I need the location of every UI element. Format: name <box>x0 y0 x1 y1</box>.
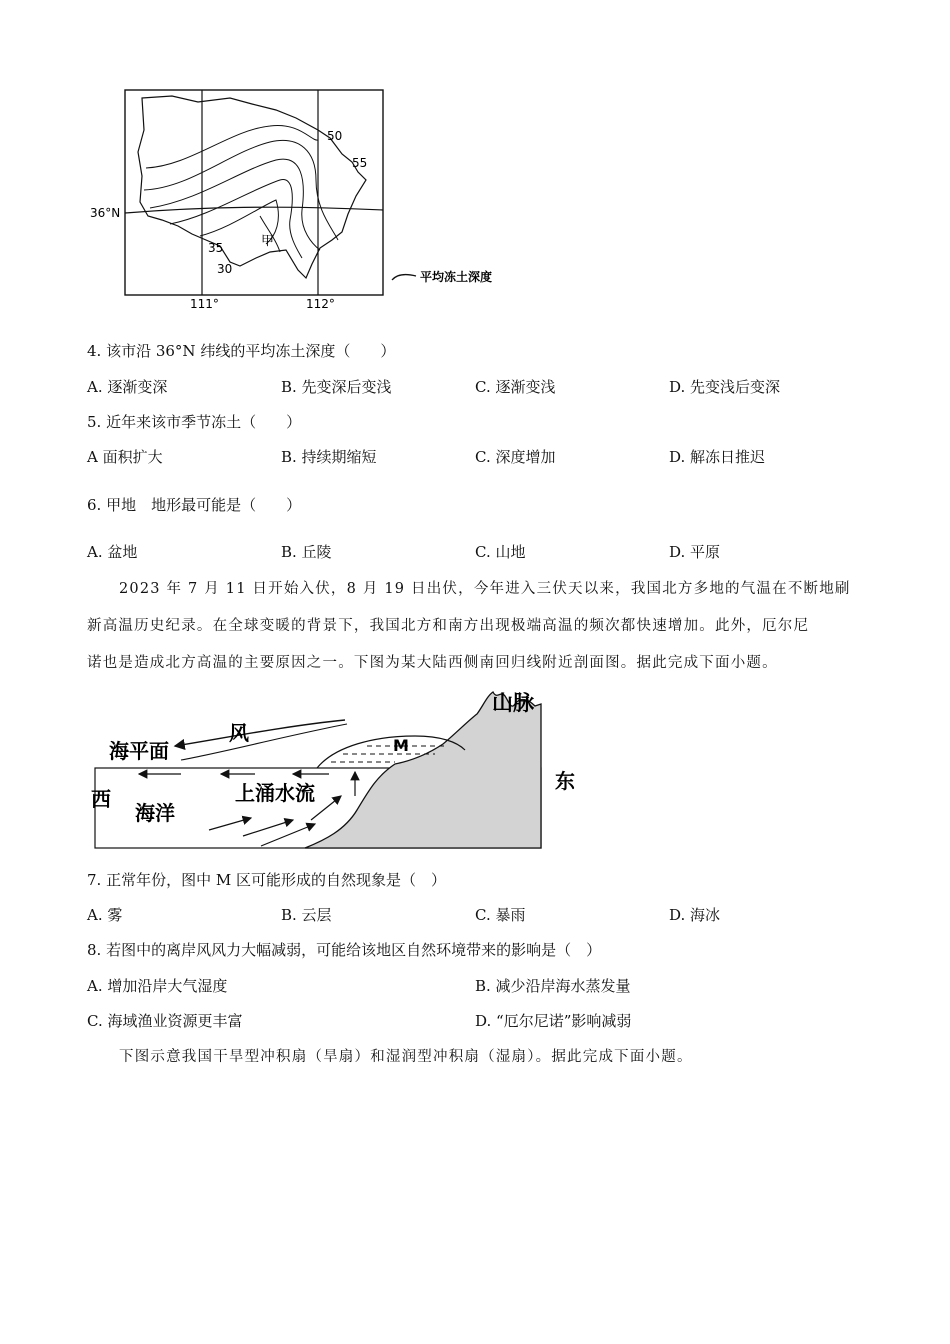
contour-label-30: 30 <box>217 262 233 276</box>
contour-label-35: 35 <box>208 241 224 255</box>
west-label: 西 <box>91 787 111 811</box>
q6-option-c[interactable]: C. 山地 <box>475 543 526 561</box>
q6-option-b[interactable]: B. 丘陵 <box>281 543 332 561</box>
longitude-label-112: 112° <box>306 297 335 311</box>
q6-option-d[interactable]: D. 平原 <box>669 543 721 561</box>
q7-option-b[interactable]: B. 云层 <box>281 906 332 924</box>
sea-level-label: 海平面 <box>109 739 169 763</box>
q6-option-a[interactable]: A. 盆地 <box>87 543 138 561</box>
q4-option-a[interactable]: A. 逐渐变深 <box>87 378 168 396</box>
q5-option-d[interactable]: D. 解冻日推迟 <box>669 448 766 466</box>
q7-option-c[interactable]: C. 暴雨 <box>475 906 526 924</box>
frozen-soil-map <box>80 80 510 315</box>
city-boundary <box>138 96 366 278</box>
longitude-label-111: 111° <box>190 297 219 311</box>
q4-option-c[interactable]: C. 逐渐变浅 <box>475 378 556 396</box>
q7-option-d[interactable]: D. 海冰 <box>669 906 721 924</box>
q4-option-b[interactable]: B. 先变深后变浅 <box>281 378 392 396</box>
passage-1-line-1: 2023 年 7 月 11 日开始入伏，8 月 19 日出伏，今年进入三伏天以来，我国北方多地的气温在不断地刷 <box>119 581 851 597</box>
mountain-label: 山脉 <box>492 691 534 715</box>
passage-2-line: 下图示意我国干旱型冲积扇（旱扇）和湿润型冲积扇（湿扇）。据此完成下面小题。 <box>119 1049 693 1065</box>
zone-m-label: M <box>393 736 409 755</box>
ocean-label: 海洋 <box>135 801 175 825</box>
q4-option-d[interactable]: D. 先变浅后变深 <box>669 378 781 396</box>
question-8-stem: 8. 若图中的离岸风风力大幅减弱，可能给该地区自然环境带来的影响是（ ） <box>87 941 602 959</box>
place-label: 甲 <box>261 234 275 249</box>
contour-label-50: 50 <box>327 129 343 143</box>
question-6-stem: 6. 甲地 地形最可能是（ ） <box>87 496 302 514</box>
upwelling-label: 上涌水流 <box>235 781 315 805</box>
q7-option-a[interactable]: A. 雾 <box>87 906 123 924</box>
passage-1-line-3: 诺也是造成北方高温的主要原因之一。下图为某大陆西侧南回归线附近剖面图。据此完成下面小题。 <box>87 655 778 671</box>
land-mass <box>305 692 541 848</box>
passage-1-line-2: 新高温历史纪录。在全球变暖的背景下，我国北方和南方出现极端高温的频次都快速增加。此外，厄尔尼 <box>87 618 810 634</box>
question-7-stem: 7. 正常年份，图中 M 区可能形成的自然现象是（ ） <box>87 871 446 889</box>
q5-option-c[interactable]: C. 深度增加 <box>475 448 556 466</box>
q5-option-b[interactable]: B. 持续期缩短 <box>281 448 377 466</box>
east-label: 东 <box>555 769 575 793</box>
q8-option-b[interactable]: B. 减少沿岸海水蒸发量 <box>475 977 631 995</box>
coastal-profile-diagram <box>85 680 585 852</box>
question-4-stem: 4. 该市沿 36°N 纬线的平均冻土深度（ ） <box>87 342 396 360</box>
legend-label: 平均冻土深度 <box>420 270 493 284</box>
q8-option-a[interactable]: A. 增加沿岸大气湿度 <box>87 977 228 995</box>
latitude-label: 36°N <box>90 206 121 220</box>
question-5-stem: 5. 近年来该市季节冻土（ ） <box>87 413 302 431</box>
wind-label: 风 <box>229 721 249 745</box>
contour-label-55: 55 <box>352 156 368 170</box>
q5-option-a[interactable]: A 面积扩大 <box>87 448 163 466</box>
q8-option-c[interactable]: C. 海域渔业资源更丰富 <box>87 1012 243 1030</box>
q8-option-d[interactable]: D. “厄尔尼诺”影响减弱 <box>475 1012 632 1030</box>
